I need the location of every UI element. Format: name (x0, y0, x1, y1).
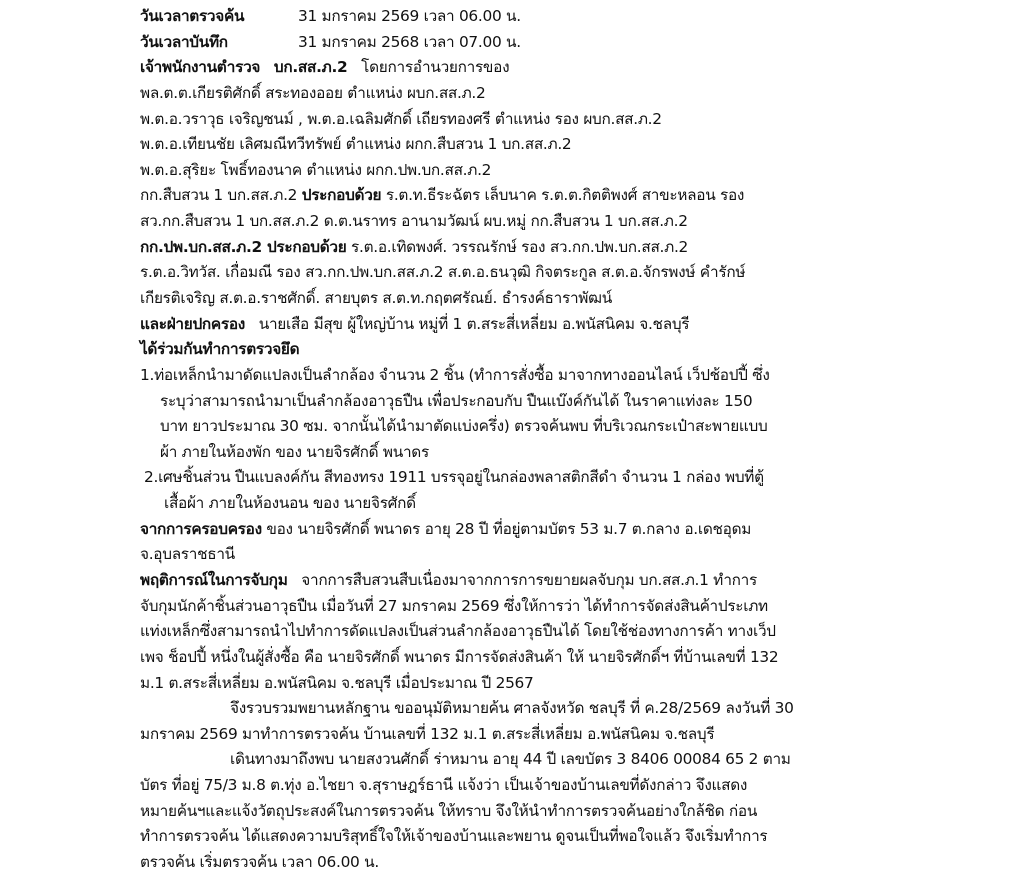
commander-line: พล.ต.ต.เกียรติศักดิ์ สระทองออย ตำแหน่ง ผบก.สส.ภ.2 (140, 83, 486, 102)
team1-line (140, 183, 744, 209)
item-line: เสื้อผ้า ภายในห้องนอน ของ นายจิรศักดิ์ (164, 494, 416, 513)
officer-rest: โดยการอำนวยการของ (361, 58, 510, 77)
arrival-line: ตรวจค้น เริ่มตรวจค้น เวลา 06.00 น. (140, 853, 379, 871)
item-line: ผ้า ภายในห้องพัก ของ นายจิรศักดิ์ พนาดร (160, 442, 429, 461)
item-line: บาท ยาวประมาณ 30 ซม. จากนั้นได้นำมาตัดแบ่งครึ่ง) ตรวจค้นพบ ที่บริเวณกระเป๋าสะพายแบบ (160, 417, 768, 436)
arrival-line: บัตร ที่อยู่ 75/3 ม.8 ต.ทุ่ง อ.ไชยา จ.สุราษฎร์ธานี แจ้งว่า เป็นเจ้าของบ้านเลขที่ดังกล่าว จึงแสดง (140, 776, 748, 795)
record-datetime-label: วันเวลาบันทึก (140, 32, 228, 51)
arrival-line: หมายค้นฯและแจ้งวัตถุประสงค์ในการตรวจค้น ให้ทราบ จึงให้นำทำการตรวจค้นอย่างใกล้ชิด ก่อน (140, 801, 758, 820)
circumstance-line (140, 568, 757, 594)
search-datetime-label: วันเวลาตรวจค้น (140, 7, 245, 25)
team1-line2: สว.กก.สืบสวน 1 บก.สส.ภ.2 ด.ต.นราทร อานามวัฒน์ ผบ.หมู่ กก.สืบสวน 1 บก.สส.ภ.2 (140, 212, 688, 231)
warrant-line: จึงรวบรวมพยานหลักฐาน ขออนุมัติหมายค้น ศาลจังหวัด ชลบุรี ที่ ค.28/2569 ลงวันที่ 30 (230, 699, 794, 718)
officer-row (140, 55, 509, 81)
possession-line2: จ.อุบลราชธานี (140, 545, 235, 564)
record-datetime-row (140, 30, 521, 56)
circumstance-body-line: ม.1 ต.สระสี่เหลี่ยม อ.พนัสนิคม จ.ชลบุรี เมื่อประมาณ ปี 2567 (140, 673, 534, 692)
possession-bold: จากการครอบครอง (140, 519, 262, 538)
commander-line: พ.ต.อ.เทียนชัย เลิศมณีทวีทรัพย์ ตำแหน่ง ผกก.สืบสวน 1 บก.สส.ภ.2 (140, 135, 572, 154)
seized-heading: ได้ร่วมกันทำการตรวจยึด (140, 340, 300, 359)
team2-line (140, 235, 688, 261)
circumstance-body-line: แท่งเหล็กซึ่งสามารถนำไปทำการดัดแปลงเป็นส่วนลำกล้องอาวุธปืนได้ โดยใช้ช่องทางการค้า ทางเว็ป (140, 622, 776, 641)
item-line: ระบุว่าสามารถนำมาเป็นลำกล้องอาวุธปืน เพื่อประกอบกับ ปืนแบ๊งค์กันได้ ในราคาแท่งละ 150 (160, 391, 753, 410)
officer-unit: บก.สส.ภ.2 (273, 58, 348, 77)
admin-rest: นายเสือ มีสุข ผู้ใหญ่บ้าน หมู่ที่ 1 ต.สระสี่เหลี่ยม อ.พนัสนิคม จ.ชลบุรี (258, 314, 690, 333)
admin-bold: และฝ่ายปกครอง (140, 314, 245, 333)
item-line: 2.เศษชิ้นส่วน ปืนแบลงค์กัน สีทองทรง 1911 บรรจุอยู่ในกล่องพลาสติกสีดำ จำนวน 1 กล่อง พบที่ตู้ (144, 468, 764, 487)
warrant-line: มกราคม 2569 มาทำการตรวจค้น บ้านเลขที่ 132 ม.1 ต.สระสี่เหลี่ยม อ.พนัสนิคม จ.ชลบุรี (140, 724, 715, 743)
commander-line: พ.ต.อ.วราวุธ เจริญชนม์ , พ.ต.อ.เฉลิมศักดิ์ เถียรทองศรี ตำแหน่ง รอง ผบก.สส.ภ.2 (140, 109, 662, 128)
officer-label: เจ้าพนักงานตำรวจ (140, 58, 261, 77)
team1-rest: ร.ต.ท.ธีระฉัตร เล็บนาค ร.ต.ต.กิตติพงศ์ สาขะหลอน รอง (385, 186, 745, 205)
search-datetime-row (140, 4, 521, 30)
team1-prefix: กก.สืบสวน 1 บก.สส.ภ.2 (140, 186, 298, 205)
team2-bold: กก.ปพ.บก.สส.ภ.2 ประกอบด้วย (140, 237, 347, 256)
circumstance-bold: พฤติการณ์ในการจับกุม (140, 571, 288, 589)
search-datetime-value: 31 มกราคม 2569 เวลา 06.00 น. (298, 7, 521, 25)
item-line: 1.ท่อเหล็กนำมาดัดแปลงเป็นลำกล้อง จำนวน 2 ชิ้น (ทำการสั่งซื้อ มาจากทางออนไลน์ เว็ปช้อปปี้ ซึ่ง (140, 365, 770, 384)
circumstance-body-line: จับกุมนักค้าชิ้นส่วนอาวุธปืน เมื่อวันที่ 27 มกราคม 2569 ซึ่งให้การว่า ได้ทำการจัดส่งสินค้าประเภท (140, 596, 768, 615)
record-datetime-value: 31 มกราคม 2568 เวลา 07.00 น. (298, 32, 521, 51)
arrival-line: ทำการตรวจค้น ได้แสดงความบริสุทธิ์ใจให้เจ้าของบ้านและพยาน ดูจนเป็นที่พอใจแล้ว จึงเริ่มทำการ (140, 827, 768, 846)
team2-line2: ร.ต.อ.วิทวัส. เกื่อมณี รอง สว.กก.ปพ.บก.สส.ภ.2 ส.ต.อ.ธนวุฒิ กิจตระกูล ส.ต.อ.จักรพงษ์ คำรักษ์ (140, 263, 746, 282)
team1-bold: ประกอบด้วย (301, 186, 382, 205)
team2-line3: เกียรติเจริญ ส.ต.อ.ราชศักดิ์. สายบุตร ส.ต.ท.กฤตศรัณย์. ธำรงค์ธาราพัฒน์ (140, 289, 612, 307)
possession-line (140, 517, 751, 543)
team2-rest: ร.ต.อ.เทิดพงศ์. วรรณรักษ์ รอง สว.กก.ปพ.บก.สส.ภ.2 (351, 237, 689, 256)
possession-rest: ของ นายจิรศักดิ์ พนาดร อายุ 28 ปี ที่อยู่ตามบัตร 53 ม.7 ต.กลาง อ.เดชอุดม (266, 519, 752, 538)
commander-line: พ.ต.อ.สุริยะ โพธิ์ทองนาค ตำแหน่ง ผกก.ปพ.บก.สส.ภ.2 (140, 160, 492, 179)
arrival-line: เดินทางมาถึงพบ นายสงวนศักดิ์ ร่าหมาน อายุ 44 ปี เลขบัตร 3 8406 00084 65 2 ตาม (230, 750, 791, 769)
admin-line (140, 312, 689, 338)
circumstance-body-line: เพจ ช็อปปี้ หนึ่งในผู้สั่งซื้อ คือ นายจิรศักดิ์ พนาดร มีการจัดส่งสินค้า ให้ นายจิรศักดิ์ฯ ที่บ้านเลขที่ 132 (140, 647, 779, 666)
circumstance-rest: จากการสืบสวนสืบเนื่องมาจากการการขยายผลจับกุม บก.สส.ภ.1 ทำการ (301, 571, 757, 589)
